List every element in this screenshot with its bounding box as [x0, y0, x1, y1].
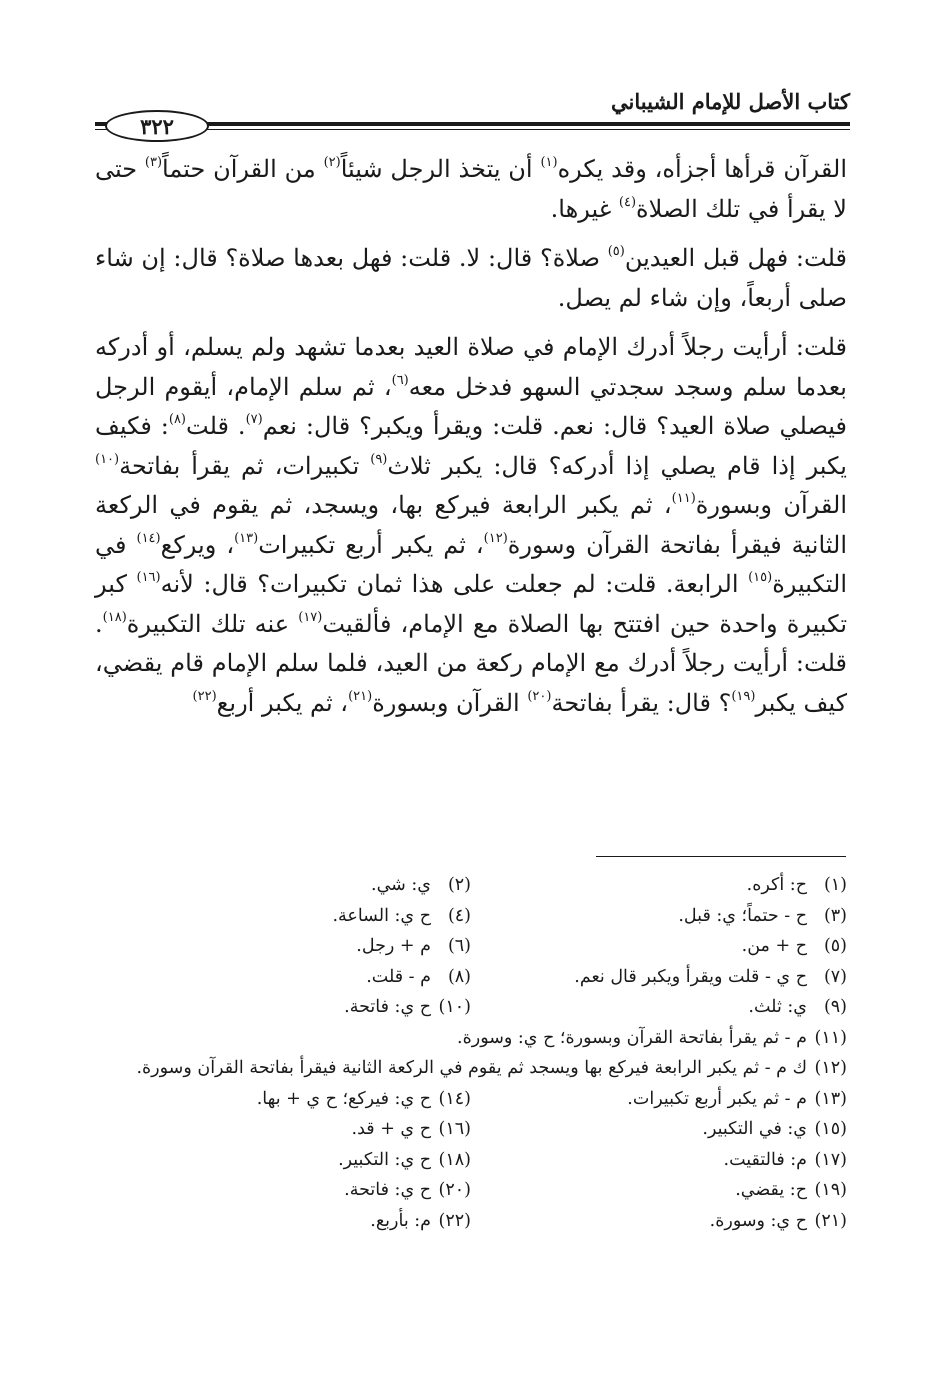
- footnote-text: م - ثم يقرأ بفاتحة القرآن وبسورة؛ ح ي: وسورة.: [457, 1027, 807, 1048]
- footnote: [95, 901, 471, 932]
- main-text: [95, 150, 847, 723]
- footnote: [95, 1206, 471, 1237]
- footnote-marker: (٨): [168, 411, 186, 427]
- footnote-number: (١٥): [814, 1119, 847, 1139]
- footnote-number: (١٣): [814, 1088, 847, 1109]
- footnote: [95, 931, 471, 962]
- footnote-row: [95, 870, 847, 901]
- text-segment: من القرآن حتماً: [162, 155, 324, 183]
- footnote-text: ي: في التكبير.: [702, 1119, 807, 1139]
- footnote-text: ح - حتماً؛ ي: قبل.: [678, 905, 807, 926]
- footnote-number: (٢٢): [438, 1210, 471, 1231]
- footnote-row: [95, 992, 847, 1023]
- footnote: [95, 962, 471, 993]
- footnote-marker: (٥): [607, 243, 625, 259]
- footnote-number: (١٧): [814, 1149, 847, 1170]
- text-segment: ، ويركع: [160, 530, 235, 559]
- page-number-badge: ٣٢٢: [105, 110, 209, 142]
- footnote-row: [95, 1175, 847, 1206]
- footnote-text: ح + من.: [741, 936, 807, 956]
- paragraph: [95, 239, 847, 318]
- footnote-number: (٧): [823, 966, 847, 987]
- text-segment: ، ثم يكبر أربع تكبيرات: [258, 530, 484, 559]
- footnote-number: (٢٠): [438, 1180, 471, 1200]
- text-segment: في التكبيرة: [95, 530, 847, 598]
- footnote-text: ح ي: التكبير.: [338, 1149, 431, 1170]
- footnote-marker: (٢٠): [527, 688, 552, 704]
- footnote-marker: (٤): [618, 194, 637, 210]
- footnote-number: (١٢): [814, 1058, 847, 1078]
- footnote-number: (٤): [447, 905, 471, 926]
- footnote-text: ح: أكره.: [746, 875, 807, 895]
- text-segment: ، ثم يكبر أربع: [216, 688, 349, 717]
- footnote-marker: (١٣): [234, 530, 259, 546]
- footnote-text: ح ي: الساعة.: [332, 905, 431, 926]
- footnote-text: ح ي: فيركع؛ ح ي + بها.: [256, 1088, 431, 1109]
- page-header: [95, 88, 850, 139]
- text-segment: صلاة؟ قال: لا. قلت: فهل بعدها صلاة؟ قال: إن شاء صلى أربعاً، وإن شاء لم يصل.: [95, 244, 847, 312]
- text-segment: قلت: أرأيت رجلاً أدرك الإمام في صلاة العيد بعدما تشهد ولم يسلم، أو أدركه بعدما سلم وسجد سجدتي السهو فدخل معه: [95, 333, 847, 401]
- footnote: [95, 992, 471, 1023]
- text-segment: الرابعة. قلت: لم جعلت على هذا ثمان تكبيرات؟ قال: لأنه: [160, 570, 749, 598]
- text-segment: أن يتخذ الرجل شيئاً: [340, 155, 541, 183]
- footnote-text: ي: ثلث.: [748, 997, 807, 1017]
- footnote-marker: (١٠): [95, 451, 120, 467]
- text-segment: كبر تكبيرة واحدة حين افتتح بها الصلاة مع الإمام، فألقيت: [95, 570, 847, 638]
- text-segment: . قلت: [186, 412, 246, 440]
- footnote-text: ح ي + قد.: [351, 1119, 431, 1139]
- footnote-number: (٥): [823, 936, 847, 956]
- footnotes: [95, 870, 847, 1236]
- footnote-marker: (١٨): [102, 609, 127, 625]
- footnote: [471, 992, 847, 1023]
- footnote-marker: (١٩): [731, 688, 756, 704]
- footnote-marker: (١١): [671, 490, 696, 506]
- footnote-marker: (٩): [370, 451, 388, 467]
- footnote-number: (١٨): [438, 1149, 471, 1170]
- footnote-row: [95, 1053, 847, 1084]
- text-segment: حتى لا يقرأ في تلك الصلاة: [95, 155, 847, 223]
- footnote: [95, 1145, 471, 1176]
- footnote-marker: (٢): [323, 154, 341, 170]
- text-segment: القرآن وبسورة: [695, 491, 847, 519]
- footnote-row: [95, 931, 847, 962]
- footnote-row: [95, 1206, 847, 1237]
- header-rule-thin: [95, 129, 850, 130]
- text-segment: . قلت: أرأيت رجلاً أدرك مع الإمام ركعة من العيد، فلما سلم الإمام قام يقضي، كيف يكبر: [95, 609, 847, 717]
- footnote-text: ك م - ثم يكبر الرابعة فيركع بها ويسجد ثم يقوم في الركعة الثانية فيقرأ بفاتحة القرآن وسورة.: [136, 1058, 807, 1078]
- text-segment: عنه تلك التكبيرة: [126, 609, 299, 638]
- footnote-text: ح ي - قلت ويقرأ ويكبر قال نعم.: [574, 966, 807, 987]
- footnote-marker: (٢١): [348, 688, 373, 704]
- paragraph: [95, 328, 847, 723]
- footnote: [95, 1023, 847, 1054]
- footnote-marker: (١): [540, 154, 558, 170]
- footnote-separator: [596, 856, 846, 857]
- footnote-marker: (٣): [144, 154, 163, 170]
- footnote: [471, 1114, 847, 1145]
- footnote-row: [95, 1084, 847, 1115]
- footnote: [471, 1206, 847, 1237]
- footnote: [471, 962, 847, 993]
- footnote-text: م - ثم يكبر أربع تكبيرات.: [627, 1088, 807, 1109]
- footnote-marker: (٢٢): [192, 688, 217, 704]
- footnote: [471, 1175, 847, 1206]
- footnote-marker: (١٤): [136, 530, 161, 546]
- footnote-number: (١١): [814, 1027, 847, 1048]
- text-segment: القرآن وبسورة: [372, 688, 528, 717]
- footnote-text: ي: شي.: [371, 875, 431, 895]
- footnote-number: (٢١): [814, 1210, 847, 1231]
- paragraph: [95, 150, 847, 229]
- footnote-text: م: فالتقيت.: [723, 1149, 807, 1170]
- text-segment: قلت: فهل قبل العيدين: [624, 244, 848, 272]
- footnote: [95, 1114, 471, 1145]
- footnote-number: (٢): [447, 875, 471, 895]
- footnote: [471, 870, 847, 901]
- text-segment: غيرها.: [550, 194, 619, 223]
- footnote: [471, 931, 847, 962]
- footnote-marker: (١٦): [136, 569, 161, 585]
- footnote-number: (١): [823, 875, 847, 895]
- footnote-marker: (٧): [245, 411, 263, 427]
- footnote-number: (١٩): [814, 1180, 847, 1200]
- footnote: [95, 1084, 471, 1115]
- footnote-row: [95, 1114, 847, 1145]
- footnote-number: (١٠): [438, 997, 471, 1017]
- footnote-text: م - قلت.: [366, 966, 431, 987]
- footnote-row: [95, 901, 847, 932]
- footnote-text: م: بأربع.: [370, 1210, 431, 1231]
- footnote-marker: (١٧): [298, 609, 323, 625]
- footnote-number: (١٤): [438, 1088, 471, 1109]
- footnote: [471, 901, 847, 932]
- footnote-row: [95, 962, 847, 993]
- footnote: [471, 1084, 847, 1115]
- footnote-number: (٨): [447, 966, 471, 987]
- footnote: [95, 1053, 847, 1084]
- footnote-row: [95, 1145, 847, 1176]
- footnote-text: ح: يقضي.: [735, 1180, 807, 1200]
- footnote: [95, 870, 471, 901]
- footnote-text: ح ي: وسورة.: [709, 1210, 807, 1231]
- footnote-number: (١٦): [438, 1119, 471, 1139]
- text-segment: ، ثم يكبر الرابعة فيركع بها، ويسجد، ثم يقوم في الركعة الثانية فيقرأ بفاتحة القرآن وسورة: [95, 491, 847, 559]
- footnote-number: (٣): [823, 905, 847, 926]
- footnote-marker: (١٢): [483, 530, 508, 546]
- footnote-number: (٩): [823, 997, 847, 1017]
- book-title: كتاب الأصل للإمام الشيباني: [611, 89, 850, 114]
- footnote-text: ح ي: فاتحة.: [344, 997, 431, 1017]
- footnote: [95, 1175, 471, 1206]
- footnote-number: (٦): [447, 936, 471, 956]
- text-segment: القرآن قرأها أجزأه، وقد يكره: [557, 155, 848, 183]
- footnote-text: م + رجل.: [356, 936, 431, 956]
- footnote-row: [95, 1023, 847, 1054]
- footnote: [471, 1145, 847, 1176]
- footnote-text: ح ي: فاتحة.: [344, 1180, 431, 1200]
- text-segment: : فكيف يكبر إذا قام يصلي إذا أدركه؟ قال: يكبر ثلاث: [95, 412, 847, 480]
- footnote-marker: (٦): [391, 372, 409, 388]
- text-segment: ؟ قال: يقرأ بفاتحة: [551, 688, 732, 717]
- footnote-marker: (١٥): [748, 569, 773, 585]
- text-segment: ، ثم سلم الإمام، أيقوم الرجل فيصلي صلاة العيد؟ قال: نعم. قلت: ويقرأ ويكبر؟ قال: نعم: [95, 372, 848, 440]
- text-segment: تكبيرات، ثم يقرأ بفاتحة: [119, 451, 371, 480]
